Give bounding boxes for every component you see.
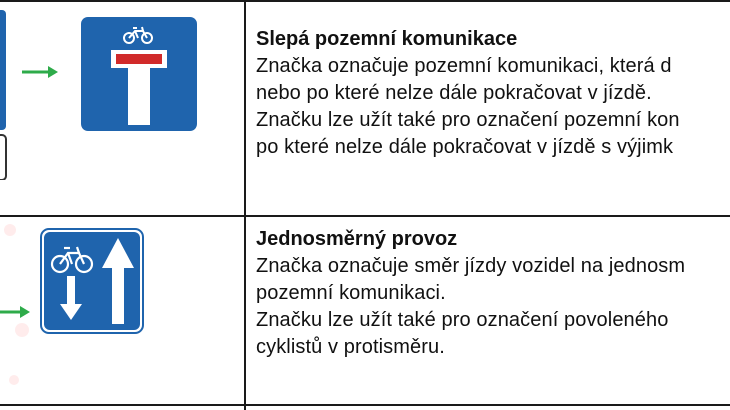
- green-arrow-icon: [0, 302, 32, 322]
- row-title: Slepá pozemní komunikace: [256, 28, 518, 50]
- green-arrow-icon: [20, 62, 60, 82]
- table-row-divider: [0, 215, 730, 217]
- table-border-top: [0, 0, 730, 2]
- description-line: Značka označuje pozemní komunikaci, která d: [256, 55, 672, 77]
- description-line: po které nelze dále pokračovat v jízdě s výjimk: [256, 136, 674, 158]
- description-line: pozemní komunikaci.: [256, 282, 446, 304]
- one-way-traffic-sign-icon: [40, 228, 144, 334]
- row-title: Jednosměrný provoz: [256, 228, 458, 250]
- partial-sign-icon: [0, 10, 8, 180]
- description-line: Značka označuje směr jízdy vozidel na jednosm: [256, 255, 686, 277]
- description-cell: [256, 26, 730, 161]
- table-column-divider: [244, 0, 246, 410]
- table-border-bottom: [0, 404, 730, 406]
- description-line: Značku lze užít také pro označení povoleného: [256, 309, 669, 331]
- description-cell: [256, 226, 730, 361]
- description-line: Značku lze užít také pro označení pozemní kon: [256, 109, 680, 131]
- dead-end-road-sign-icon: [76, 12, 202, 136]
- description-line: cyklistů v protisměru.: [256, 336, 445, 358]
- description-line: nebo po které nelze dále pokračovat v jízdě.: [256, 82, 652, 104]
